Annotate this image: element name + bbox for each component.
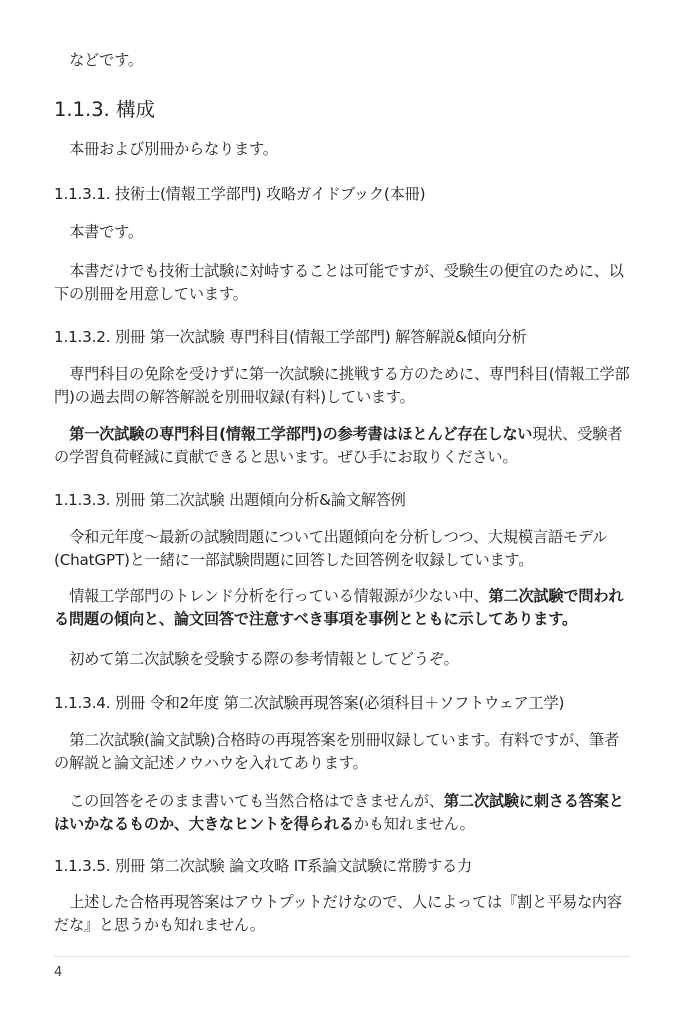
paragraph: [54, 260, 630, 306]
paragraph: [54, 790, 630, 836]
paragraph: [54, 585, 630, 631]
paragraph: [54, 221, 630, 244]
emphasis-text: 第二次試験で問われる問題の傾向と、論文回答で注意すべき事項を事例とともに示してあります。: [54, 587, 624, 628]
section-heading: 1.1.3. 構成: [54, 98, 156, 121]
subsection-heading-3: 1.1.3.3. 別冊 第二次試験 出題傾向分析&論文解答例: [54, 491, 406, 509]
page-number: 4: [54, 965, 63, 980]
text-run: この回答をそのまま書いても当然合格はできませんが、: [69, 792, 444, 810]
text-run: 令和元年度〜最新の試験問題について出題傾向を分析しつつ、大規模言語モデル(ChatGPT)と一緒に一部試験問題に回答した回答例を収録しています。: [54, 528, 608, 569]
subsection-heading-1: 1.1.3.1. 技術士(情報工学部門) 攻略ガイドブック(本冊): [54, 185, 426, 203]
paragraph: [54, 729, 630, 775]
text-run: 現状、受験者の学習負荷軽減に貢献できると思います。ぜひ手にお取りください。: [54, 425, 623, 466]
paragraph: [54, 423, 630, 469]
subsection-heading-4: 1.1.3.4. 別冊 令和2年度 第二次試験再現答案(必須科目＋ソフトウェア工学): [54, 694, 565, 712]
text-run: 上述した合格再現答案はアウトプットだけなので、人によっては『割と平易な内容だな』と思うかも知れません。: [54, 893, 622, 934]
paragraph: [54, 891, 630, 937]
text-run: 第二次試験(論文試験)合格時の再現答案を別冊収録しています。有料ですが、筆者の解説と論文記述ノウハウを入れてあります。: [54, 731, 619, 772]
text-run: 本書です。: [69, 223, 143, 241]
text-run: 本書だけでも技術士試験に対峙することは可能ですが、受験生の便宜のために、以下の別冊を用意しています。: [54, 262, 624, 303]
paragraph: [54, 363, 630, 409]
subsection-heading-2: 1.1.3.2. 別冊 第一次試験 専門科目(情報工学部門) 解答解説&傾向分析: [54, 328, 527, 346]
text-run: 初めて第二次試験を受験する際の参考情報としてどうぞ。: [69, 650, 459, 668]
text-run: かも知れません。: [353, 815, 475, 833]
subsection-heading-5: 1.1.3.5. 別冊 第二次試験 論文攻略 IT系論文試験に常勝する力: [54, 857, 472, 875]
paragraph: [54, 648, 630, 671]
emphasis-text: 第一次試験の専門科目(情報工学部門)の参考書はほとんど存在しない: [69, 425, 533, 443]
text-run: 専門科目の免除を受けずに第一次試験に挑戦する方のために、専門科目(情報工学部門)の過去問の解答解説を別冊収録(有料)しています。: [54, 365, 630, 406]
footer-divider: [54, 956, 630, 957]
paragraph: [54, 526, 630, 572]
text-run: 情報工学部門のトレンド分析を行っている情報源が少ない中、: [69, 587, 489, 605]
intro-paragraph: などです。: [69, 51, 143, 69]
emphasis-text: 第二次試験に刺さる答案とはいかなるものか、大きなヒントを得られる: [54, 792, 624, 833]
section-lead-paragraph: 本冊および別冊からなります。: [69, 140, 278, 158]
